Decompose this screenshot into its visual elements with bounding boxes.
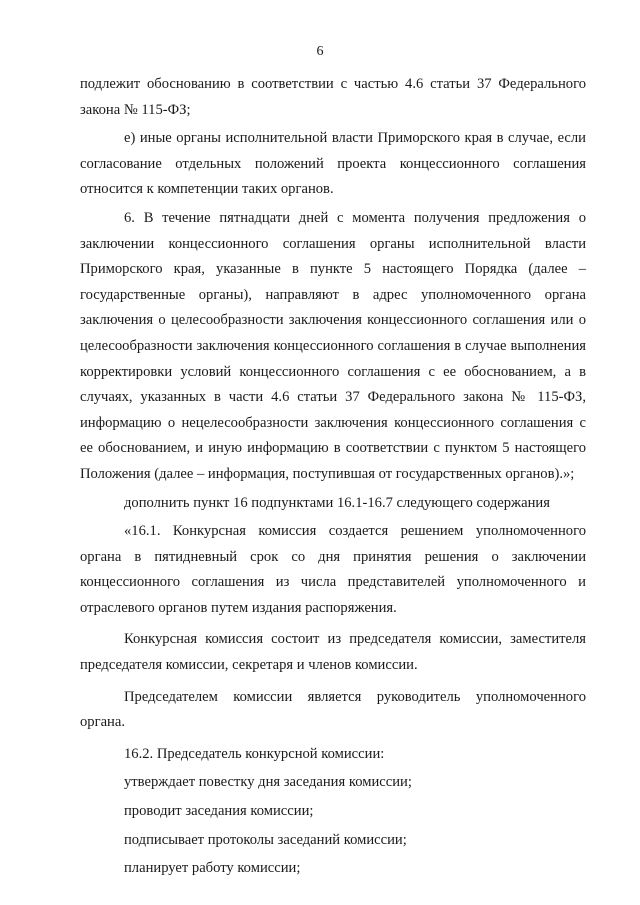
list-item: проводит заседания комиссии; bbox=[124, 803, 314, 820]
paragraph-continuation: подлежит обоснованию в соответствии с частью 4.6 статьи 37 Федерального закона № 115-ФЗ; bbox=[80, 76, 586, 118]
list-item: планирует работу комиссии; bbox=[124, 860, 301, 877]
list-item: подписывает протоколы заседаний комиссии; bbox=[124, 831, 407, 848]
paragraph-clause-16-2: 16.2. Председатель конкурсной комиссии: bbox=[124, 745, 385, 762]
page-number: 6 bbox=[316, 44, 324, 59]
paragraph-clause-6: 6. В течение пятнадцати дней с момента получения предложения о заключении концессионного соглашения органы исполнительной власти Приморского края, указанные в пункте 5 настоящего Порядка (далее – государственные органы), направляют в адрес уполномоченного органа заключения о целесообразности заключения концессионного соглашения или о целесообразности заключения концессионного соглашения в случае выполнения корректировки условий концессионного соглашения с ее обоснованием, а в случаях, указанных в части 4.6 статьи 37 Федерального закона № 115-ФЗ, информацию о нецелесообразности заключения концессионного соглашения с ее обоснованием, и иную информацию в соответствии с пунктом 5 настоящего Положения (далее – информация, поступившая от государственных органов).»; bbox=[80, 209, 586, 482]
document-body bbox=[80, 72, 586, 882]
list-item: утверждает повестку дня заседания комиссии; bbox=[124, 774, 412, 791]
paragraph-clause-16-1: «16.1. Конкурсная комиссия создается решением уполномоченного органа в пятидневный срок со дня принятия решения о заключении концессионного соглашения из числа представителей уполномоченного и отраслевого органов путем издания распоряжения. bbox=[80, 523, 586, 616]
paragraph-commission-composition: Конкурсная комиссия состоит из председателя комиссии, заместителя председателя комиссии, секретаря и членов комиссии. bbox=[80, 631, 586, 674]
paragraph-item-e: е) иные органы исполнительной власти Приморского края в случае, если согласование отдельных положений проекта концессионного соглашения относится к компетенции таких органов. bbox=[80, 130, 586, 198]
paragraph-amendment-intro: дополнить пункт 16 подпунктами 16.1-16.7 следующего содержания bbox=[124, 494, 550, 511]
paragraph-commission-chair: Председателем комиссии является руководитель уполномоченного органа. bbox=[80, 688, 586, 731]
